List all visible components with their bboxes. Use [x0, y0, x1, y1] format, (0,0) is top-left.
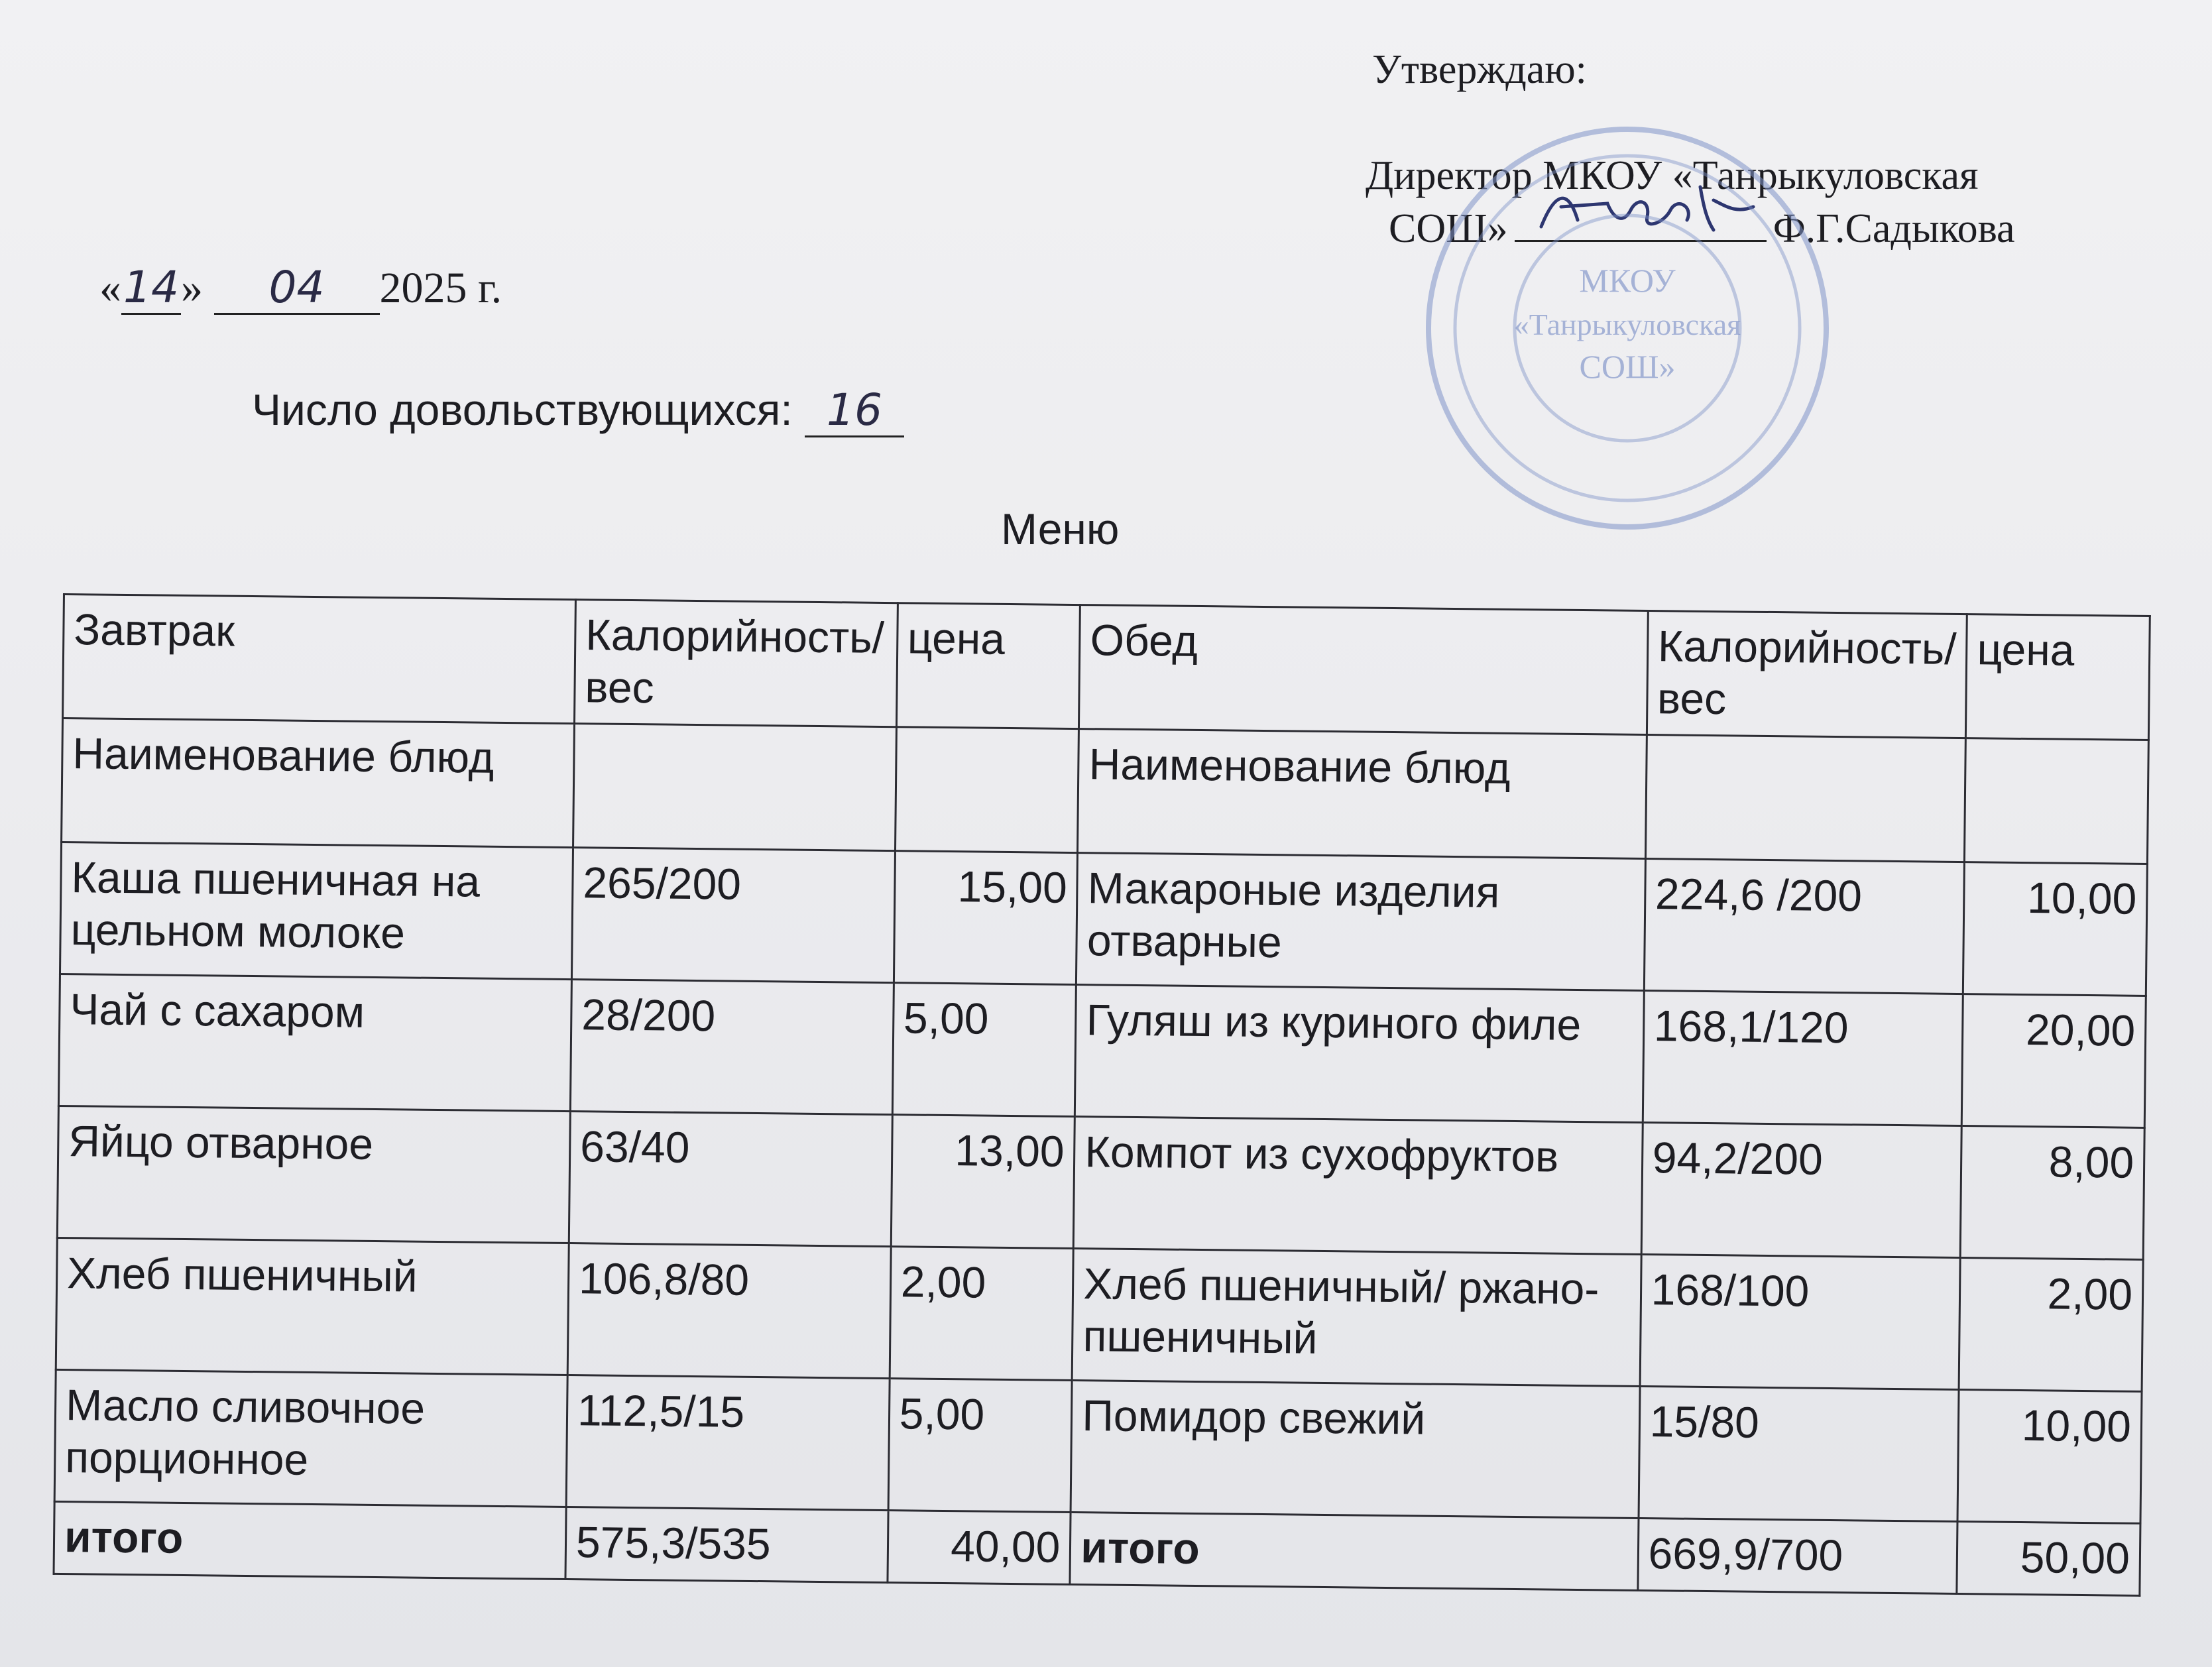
table-header-row: [63, 595, 2150, 740]
lunch-dish: Помидор свежий: [1071, 1381, 1639, 1519]
table-row: [56, 1237, 2143, 1391]
date-day: 14: [121, 262, 181, 315]
lunch-calories: 224,6 /200: [1644, 859, 1965, 994]
empty-cell: [1645, 735, 1966, 862]
header-breakfast: Завтрак: [63, 595, 576, 724]
table-row: [60, 842, 2147, 996]
lunch-price: 8,00: [1960, 1126, 2144, 1260]
lunch-dish: Макароные изделия отварные: [1077, 853, 1645, 991]
stamp-line-2: «Танрыкуловская: [1513, 308, 1741, 341]
breakfast-price: 2,00: [890, 1247, 1074, 1381]
breakfast-price: 15,00: [894, 851, 1078, 985]
menu-table: [52, 593, 2150, 1597]
director-line: Директор МКОУ «Танрыкуловская: [1366, 153, 1979, 198]
header-price-2: цена: [1966, 614, 2150, 740]
breakfast-calories: 106,8/80: [567, 1243, 891, 1379]
lunch-calories: 168/100: [1640, 1254, 1961, 1389]
header-calories: Калорийность/вес: [574, 600, 898, 727]
lunch-price: 20,00: [1962, 994, 2146, 1128]
breakfast-price: 5,00: [888, 1379, 1073, 1513]
official-stamp: [1412, 113, 1843, 544]
breakfast-price: 13,00: [891, 1115, 1075, 1249]
lunch-dish: Гуляш из куриного филе: [1075, 985, 1644, 1123]
lunch-calories: 168,1/120: [1643, 991, 1963, 1126]
empty-cell: [895, 727, 1079, 853]
stamp-line-3: СОШ»: [1579, 348, 1676, 385]
breakfast-total-price: 40,00: [888, 1511, 1071, 1585]
breakfast-calories: 63/40: [569, 1112, 892, 1247]
table-row: [54, 1369, 2142, 1523]
empty-cell: [1965, 738, 2149, 864]
lunch-dish: Компот из сухофруктов: [1074, 1117, 1643, 1255]
date-month: 04: [214, 262, 380, 315]
date-year: 2025 г.: [379, 264, 502, 312]
header-lunch: Обед: [1079, 605, 1648, 735]
breakfast-calories: 112,5/15: [566, 1375, 890, 1511]
stamp-line-1: МКОУ: [1579, 262, 1676, 299]
lunch-calories: 15/80: [1639, 1386, 1959, 1521]
eaters-label: Число довольствующихся:: [252, 385, 793, 434]
lunch-total-calories: 669,9/700: [1638, 1518, 1958, 1593]
lunch-price: 10,00: [1957, 1390, 2142, 1524]
menu-title: Меню: [1001, 504, 1120, 553]
eaters-count: 16: [805, 384, 904, 437]
header-price: цена: [896, 603, 1080, 729]
breakfast-total-calories: 575,3/535: [565, 1507, 888, 1583]
lunch-calories: 94,2/200: [1641, 1122, 1962, 1257]
breakfast-dish-label: Наименование блюд: [62, 719, 575, 848]
lunch-price: 2,00: [1959, 1258, 2143, 1392]
table-row: [58, 974, 2146, 1127]
empty-cell: [573, 724, 896, 851]
table-subheader-row: [62, 719, 2149, 864]
approval-title: Утверждаю:: [1372, 47, 1587, 92]
date-line: «14» 04 2025 г.: [99, 262, 502, 315]
breakfast-calories: 265/200: [571, 848, 895, 983]
lunch-dish-label: Наименование блюд: [1078, 729, 1647, 859]
lunch-price: 10,00: [1963, 862, 2148, 996]
breakfast-dish: Чай с сахаром: [58, 974, 571, 1111]
lunch-dish: Хлеб пшеничный/ ржано-пшеничный: [1072, 1249, 1641, 1387]
breakfast-dish: Масло сливочное порционное: [54, 1369, 567, 1507]
breakfast-calories: 28/200: [570, 980, 894, 1115]
breakfast-dish: Каша пшеничная на цельном молоке: [60, 842, 573, 979]
eaters-line: [252, 384, 904, 437]
lunch-total-label: итого: [1070, 1512, 1638, 1590]
breakfast-dish: Хлеб пшеничный: [56, 1237, 569, 1375]
breakfast-price: 5,00: [892, 983, 1077, 1117]
director-name: Ф.Г.Садыкова: [1773, 206, 2015, 251]
school-label: СОШ»: [1389, 206, 1508, 251]
header-calories-2: Калорийность/вес: [1647, 611, 1967, 738]
breakfast-dish: Яйцо отварное: [57, 1106, 570, 1243]
lunch-total-price: 50,00: [1957, 1522, 2140, 1596]
table-row: [57, 1106, 2144, 1259]
breakfast-total-label: итого: [54, 1501, 566, 1579]
